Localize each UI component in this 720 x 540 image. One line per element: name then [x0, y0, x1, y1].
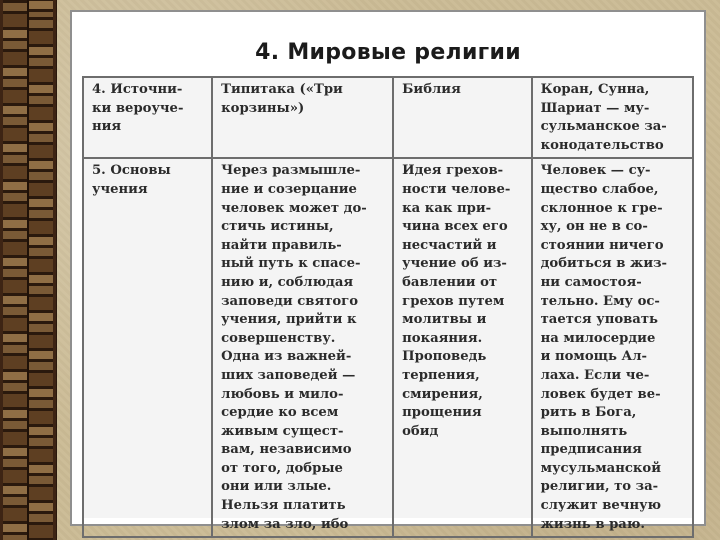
content-panel [70, 10, 706, 532]
decorative-pattern-left [3, 0, 27, 540]
table-cell: Человек — су- щество слабое, склонное к гре- ху, он не в со- стоянии ничего добиться в жиз- ни самостоя- тельно. Ему ос- тается уповать на милосердие и помощь Ал- лаха. Если че- ловек будет ве- рить в Бога, выполнять предписания мусульманской религии, то за- служит вечную жизнь в раю. [532, 158, 693, 537]
religions-table [82, 76, 694, 538]
slide-title: 4. Мировые религии [255, 40, 521, 65]
table-cell: Через размышле- ние и созерцание человек может до- стичь истины, найти правиль- ный путь к спасе- нию и, соблюдая заповеди святого учения, прийти к совершенству. Одна из важней- ших заповедей — любовь и мило- сердие ко всем живым сущест- вам, независимо от того, добрые они или злые. Нельзя платить злом за зло, ибо [212, 158, 393, 537]
scanned-table-image [82, 76, 694, 532]
decorative-border-strip [0, 0, 57, 540]
table-cell: Коран, Сунна, Шариат — му- сульманское за- конодательство [532, 77, 693, 158]
row-header-cell: 4. Источни- ки вероуче- ния [83, 77, 212, 158]
table-row [83, 158, 693, 537]
decorative-pattern-right [29, 0, 53, 540]
table-cell: Библия [393, 77, 531, 158]
table-row [83, 77, 693, 158]
row-header-cell: 5. Основы учения [83, 158, 212, 537]
table-cell: Идея грехов- ности челове- ка как при- чина всех его несчастий и учение об из- бавлении от грехов путем молитвы и покаяния. Проповедь терпения, смирения, прощения обид [393, 158, 531, 537]
table-cell: Типитака («Три корзины») [212, 77, 393, 158]
